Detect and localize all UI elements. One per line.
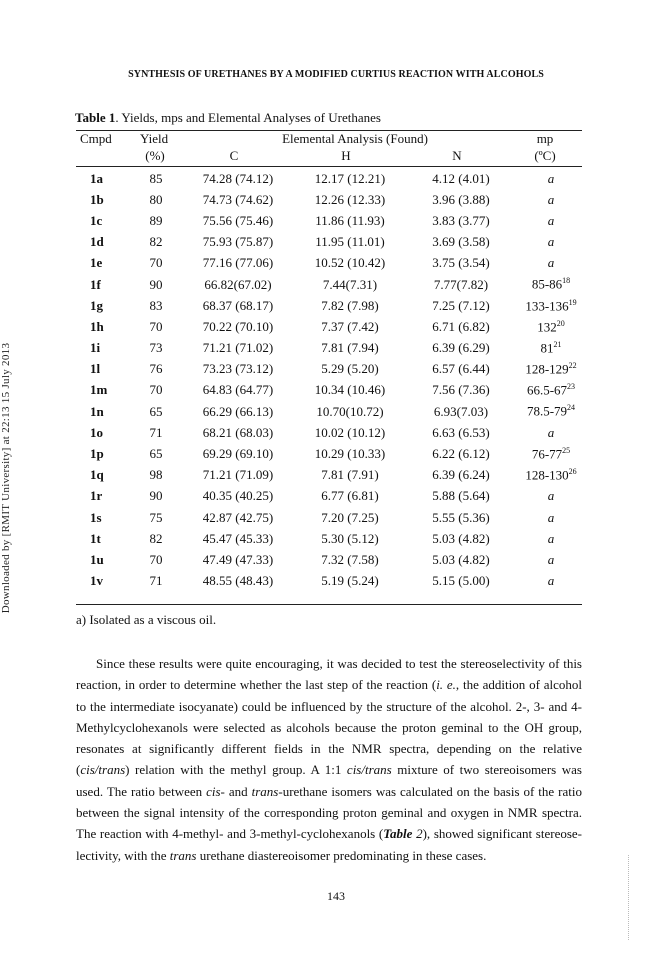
table-row [76,168,582,189]
body-text [76,653,582,866]
mp-value: 78.5-79 [526,403,568,419]
table-row [76,210,582,231]
cell-cmpd: 1q [90,467,104,483]
header-mp: mp [536,131,554,146]
cell-mp [520,401,582,422]
cell-c: 66.82(67.02) [204,276,272,292]
mp-reference: 20 [556,318,565,328]
cell-h: 5.29 (5.20) [321,361,379,377]
cell-cmpd: 1c [90,212,103,228]
cell-h: 10.34 (10.46) [314,382,386,398]
cell-yield: 70 [149,255,163,271]
paragraph-segment: cis/trans [80,762,126,778]
cell-c: 69.29 (69.10) [202,446,274,462]
mp-reference: 26 [568,467,577,477]
table-footnote: a) Isolated as a viscous oil. [76,612,217,627]
mp-reference: 21 [553,339,562,349]
cell-cmpd: 1l [90,361,101,377]
cell-c: 68.37 (68.17) [202,297,274,313]
table-body [76,168,582,592]
cell-yield: 90 [149,488,163,504]
paragraph-segment: mixture of two stereoisomers was used. The ratio between [76,762,582,799]
cell-h: 12.26 (12.33) [314,191,386,207]
paragraph-segment: , the addition of alcohol to the intermediate isocyanate) could be influenced by the structure of the alcohol. 2-, 3- and 4- Methylcyclohexanols were selected as alcohols because the proton geminal to the OH group, resonates at significantly different fields in the NMR spectra, depending on the relative ( [76,677,582,778]
cell-cmpd: 1v [90,573,103,589]
cell-c: 40.35 (40.25) [202,488,274,504]
mp-value: a [547,170,555,186]
cell-mp [520,549,582,570]
paragraph-segment: 2 [416,826,423,842]
cell-yield: 82 [149,530,163,546]
cell-cmpd: 1n [90,403,104,419]
cell-mp [520,189,582,210]
cell-mp [520,210,582,231]
mp-reference: 25 [562,445,571,455]
cell-cmpd: 1s [90,509,102,525]
cell-yield: 65 [149,446,163,462]
table-row [76,338,582,359]
cell-c: 77.16 (77.06) [202,255,274,271]
cell-h: 12.17 (12.21) [314,170,386,186]
table-row [76,401,582,422]
cell-c: 70.22 (70.10) [202,318,274,334]
mp-value: 66.5-67 [526,382,568,398]
cell-h: 7.81 (7.94) [321,340,379,356]
paragraph-segment: Since these results were quite encouraging, it was decided to test the stereoselectivity of this reaction, in order to determine whether the last step of the reaction ( [76,656,582,693]
cell-h: 7.37 (7.42) [321,318,379,334]
cell-c: 68.21 (68.03) [202,424,274,440]
table-row [76,528,582,549]
cell-n: 4.12 (4.01) [432,170,490,186]
paragraph-segment: trans [251,783,279,799]
cell-cmpd: 1h [90,318,104,334]
cell-yield: 71 [149,573,163,589]
cell-cmpd: 1b [90,191,104,207]
cell-h: 5.19 (5.24) [321,573,379,589]
table-header-rule [76,166,582,167]
cell-n: 5.03 (4.82) [432,551,490,567]
cell-cmpd: 1r [90,488,103,504]
cell-c: 66.29 (66.13) [202,403,274,419]
cell-c: 48.55 (48.43) [202,573,274,589]
cell-yield: 98 [149,467,163,483]
cell-yield: 89 [149,212,163,228]
cell-n: 3.96 (3.88) [432,191,490,207]
mp-value: a [547,488,555,504]
cell-yield: 85 [149,170,163,186]
cell-h: 7.32 (7.58) [321,551,379,567]
mp-value: a [547,509,555,525]
cell-h: 10.02 (10.12) [314,424,386,440]
cell-mp [520,232,582,253]
table-row [76,380,582,401]
header-elemental-analysis: Elemental Analysis (Found) [282,131,428,146]
cell-h: 5.30 (5.12) [321,530,379,546]
table-row [76,571,582,592]
cell-yield: 82 [149,234,163,250]
mp-value: a [547,234,555,250]
cell-c: 73.23 (73.12) [202,361,274,377]
cell-mp [520,443,582,464]
cell-h: 10.70(10.72) [316,403,384,419]
mp-value: 81 [540,340,554,356]
cell-n: 5.55 (5.36) [432,509,490,525]
cell-h: 7.82 (7.98) [321,297,379,313]
cell-cmpd: 1d [90,234,104,250]
cell-mp [520,274,582,295]
cell-h: 11.86 (11.93) [315,212,385,228]
mp-value: 76-77 [531,446,563,462]
mp-value: 128-130 [525,467,569,483]
table-row [76,465,582,486]
header-c: C [229,148,239,163]
cell-h: 11.95 (11.01) [315,234,385,250]
mp-reference: 19 [568,297,577,307]
header-h: H [341,148,351,163]
cell-c: 75.93 (75.87) [202,234,274,250]
cell-yield: 76 [149,361,163,377]
table-caption-label: Table 1 [75,110,116,125]
cell-c: 74.73 (74.62) [202,191,274,207]
cell-h: 7.44(7.31) [322,276,378,292]
cell-c: 47.49 (47.33) [202,551,274,567]
cell-cmpd: 1f [90,276,101,292]
cell-n: 6.63 (6.53) [432,424,490,440]
cell-n: 7.25 (7.12) [432,297,490,313]
cell-yield: 90 [149,276,163,292]
cell-h: 6.77 (6.81) [321,488,379,504]
cell-h: 10.29 (10.33) [314,446,386,462]
paragraph-segment: trans [169,847,197,863]
cell-mp [520,253,582,274]
cell-yield: 65 [149,403,163,419]
cell-yield: 83 [149,297,163,313]
paragraph-segment: and [224,783,252,799]
table-row [76,507,582,528]
cell-mp [520,422,582,443]
table-row [76,232,582,253]
cell-cmpd: 1a [90,170,103,186]
cell-n: 7.56 (7.36) [432,382,490,398]
paragraph-segment: ) relation with the methyl group. A 1:1 [125,762,347,778]
page-number: 143 [327,889,345,903]
mp-value: 132 [537,319,557,335]
table-caption [75,110,381,126]
cell-c: 45.47 (45.33) [202,530,274,546]
table-caption-text: . Yields, mps and Elemental Analyses of Urethanes [115,110,381,125]
cell-n: 6.57 (6.44) [432,361,490,377]
mp-value: a [547,212,555,228]
cell-cmpd: 1o [90,424,103,440]
cell-n: 6.39 (6.24) [432,467,490,483]
cell-cmpd: 1t [90,530,101,546]
mp-value: 85-86 [531,276,563,292]
mp-value: 128-129 [525,361,569,377]
paragraph-segment: cis/trans [346,762,392,778]
cell-yield: 70 [149,551,163,567]
table-row [76,274,582,295]
table-row [76,253,582,274]
cell-n: 6.93(7.03) [433,403,489,419]
cell-n: 7.77(7.82) [433,276,489,292]
cell-n: 3.69 (3.58) [432,234,490,250]
paragraph-segment: urethane diastereoisomer predominating in these cases. [196,847,487,863]
header-yield: Yield [140,131,169,146]
cell-c: 74.28 (74.12) [202,170,274,186]
table-row [76,359,582,380]
cell-n: 5.03 (4.82) [432,530,490,546]
mp-value: a [547,573,555,589]
mp-value: 133-136 [525,297,569,313]
mp-value: a [547,530,555,546]
cell-h: 10.52 (10.42) [314,255,386,271]
cell-c: 64.83 (64.77) [202,382,274,398]
paragraph-segment: cis- [206,783,225,799]
paragraph-segment: i. e. [436,677,456,693]
table-row [76,486,582,507]
cell-c: 42.87 (42.75) [202,509,274,525]
cell-n: 5.88 (5.64) [432,488,490,504]
margin-marks [628,855,629,940]
cell-cmpd: 1e [90,255,103,271]
cell-yield: 73 [149,340,163,356]
cell-mp [520,380,582,401]
cell-mp [520,359,582,380]
cell-yield: 80 [149,191,163,207]
cell-n: 3.83 (3.77) [432,212,490,228]
cell-n: 5.15 (5.00) [432,573,490,589]
table-row [76,316,582,337]
cell-c: 71.21 (71.02) [202,340,274,356]
cell-cmpd: 1p [90,446,104,462]
mp-value: a [547,191,555,207]
cell-yield: 70 [149,382,163,398]
cell-yield: 70 [149,318,163,334]
body-paragraph [76,653,582,866]
table-row [76,422,582,443]
table-row [76,549,582,570]
mp-reference: 18 [562,276,571,286]
cell-yield: 75 [149,509,163,525]
download-watermark-text: Downloaded by [RMIT University] at 22:13 15 July 2013 [0,342,12,614]
paragraph-segment: ), showed significant stereose-lectivity, with the [76,826,583,863]
mp-value: a [547,551,555,567]
cell-n: 3.75 (3.54) [432,255,490,271]
cell-cmpd: 1u [90,551,104,567]
cell-mp [520,316,582,337]
cell-cmpd: 1m [90,382,108,398]
cell-mp [520,507,582,528]
cell-mp [520,338,582,359]
cell-mp [520,465,582,486]
table-row [76,295,582,316]
cell-mp [520,295,582,316]
urethanes-table [76,168,582,592]
cell-cmpd: 1g [90,297,103,313]
cell-mp [520,528,582,549]
cell-cmpd: 1i [90,340,101,356]
cell-yield: 71 [149,424,163,440]
cell-n: 6.71 (6.82) [432,318,490,334]
paragraph-segment: Table [383,826,413,842]
cell-c: 71.21 (71.09) [202,467,274,483]
cell-n: 6.39 (6.29) [432,340,490,356]
mp-reference: 22 [568,361,577,371]
mp-value: a [547,424,555,440]
mp-reference: 23 [567,382,576,392]
cell-n: 6.22 (6.12) [432,446,490,462]
header-cmpd: Cmpd [80,131,112,146]
cell-h: 7.20 (7.25) [321,509,379,525]
table-bottom-rule [76,604,582,605]
mp-value: a [547,255,555,271]
running-head: SYNTHESIS OF URETHANES BY A MODIFIED CURTIUS REACTION WITH ALCOHOLS [128,69,544,80]
cell-mp [520,486,582,507]
paragraph-segment: -urethane isomers was calculated on the basis of the ratio between the signal intensity of the corresponding proton geminal and oxygen in NMR spectra. The reaction with 4-methyl- and 3-methyl-cyclohexanols ( [76,783,582,842]
cell-mp [520,571,582,592]
header-n: N [452,148,462,163]
header-yield-unit: (%) [145,148,165,163]
mp-reference: 24 [567,403,576,413]
header-mp-unit: (ºC) [534,148,556,163]
table-row [76,189,582,210]
cell-mp [520,168,582,189]
cell-h: 7.81 (7.91) [321,467,379,483]
cell-c: 75.56 (75.46) [202,212,274,228]
table-row [76,443,582,464]
